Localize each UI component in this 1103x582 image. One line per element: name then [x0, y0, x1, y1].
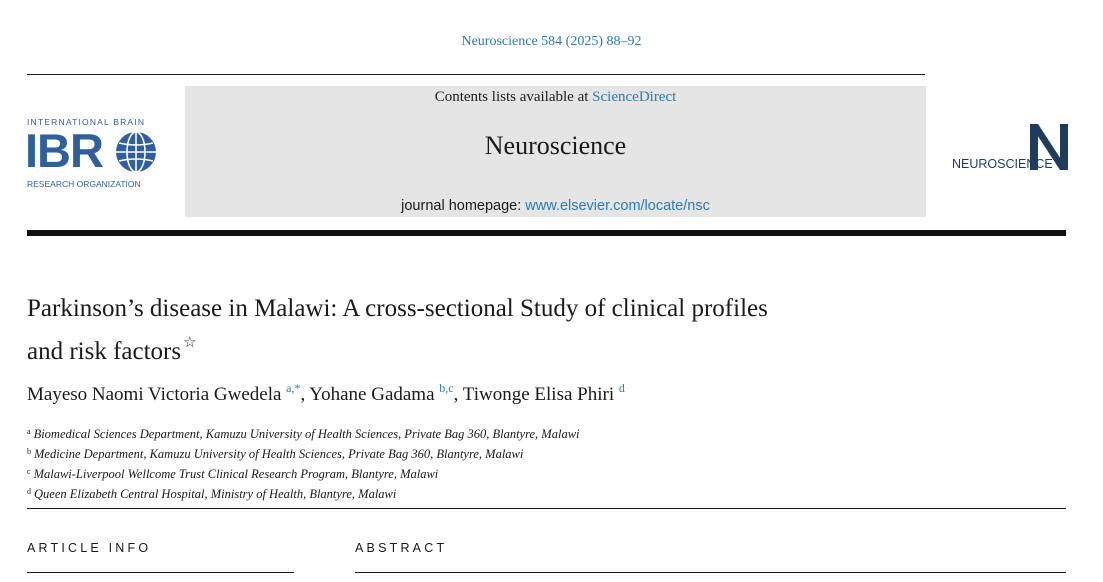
affiliation-key: d — [27, 487, 31, 496]
ibro-logo-bottom-text: RESEARCH ORGANIZATION — [27, 179, 141, 189]
author-separator: , — [300, 384, 310, 405]
affiliation-item — [27, 463, 1027, 483]
affiliation-key: a — [27, 427, 31, 436]
affiliation-key: c — [27, 467, 31, 476]
sciencedirect-link[interactable]: ScienceDirect — [592, 89, 677, 105]
ibro-logo-main-text: IBR — [25, 124, 103, 177]
affiliation-text: Biomedical Sciences Department, Kamuzu University of Health Sciences, Private Bag 360, Blantyre, Malawi — [33, 427, 580, 441]
top-divider — [27, 74, 925, 75]
neuroscience-logo-text: NEUROSCIENCE — [952, 157, 1053, 171]
affiliation-text: Medicine Department, Kamuzu University of Health Sciences, Private Bag 360, Blantyre, Malawi — [34, 447, 524, 461]
author-name[interactable]: Mayeso Naomi Victoria Gwedela — [27, 384, 282, 405]
author-affiliation-marker[interactable]: a,* — [286, 381, 301, 395]
affiliation-text: Queen Elizabeth Central Hospital, Ministry of Health, Blantyre, Malawi — [34, 487, 397, 501]
article-title — [27, 292, 947, 369]
globe-icon — [115, 131, 157, 173]
section-divider — [27, 508, 1066, 509]
author-affiliation-marker[interactable]: d — [618, 381, 625, 395]
author-name[interactable]: Tiwonge Elisa Phiri — [462, 384, 615, 405]
ibro-logo-top-text: INTERNATIONAL BRAIN — [27, 117, 146, 127]
article-info-divider — [27, 572, 294, 573]
abstract-divider — [355, 572, 1066, 573]
author-affiliation-marker[interactable]: b,c — [439, 381, 454, 395]
article-title-line-2: and risk factors — [27, 338, 182, 365]
author-separator: , — [453, 384, 463, 405]
journal-masthead — [185, 86, 926, 217]
journal-reference-link[interactable]: Neuroscience 584 (2025) 88–92 — [461, 34, 642, 49]
author-name[interactable]: Yohane Gadama — [309, 384, 435, 405]
article-info-heading: ARTICLE INFO — [27, 541, 152, 555]
affiliation-item — [27, 483, 1027, 503]
neuroscience-logo[interactable] — [952, 124, 1070, 172]
homepage-prefix: journal homepage: — [401, 198, 526, 214]
contents-line — [185, 89, 926, 106]
contents-prefix: Contents lists available at — [434, 89, 593, 105]
journal-name: Neuroscience — [484, 131, 627, 160]
homepage-line — [185, 198, 926, 214]
header-thick-divider — [27, 230, 1066, 236]
journal-homepage-link[interactable]: www.elsevier.com/locate/nsc — [525, 198, 710, 214]
affiliation-item — [27, 443, 1027, 463]
affiliation-list — [27, 423, 1027, 503]
ibro-logo[interactable] — [27, 117, 162, 192]
abstract-heading: ABSTRACT — [355, 541, 448, 555]
author-list — [27, 381, 1077, 406]
article-title-line-1: Parkinson’s disease in Malawi: A cross-sectional Study of clinical profiles — [27, 295, 768, 322]
affiliation-key: b — [27, 447, 31, 456]
title-footnote-star-icon[interactable]: ☆ — [183, 335, 197, 351]
affiliation-item — [27, 423, 1027, 443]
affiliation-text: Malawi-Liverpool Wellcome Trust Clinical Research Program, Blantyre, Malawi — [33, 467, 439, 481]
